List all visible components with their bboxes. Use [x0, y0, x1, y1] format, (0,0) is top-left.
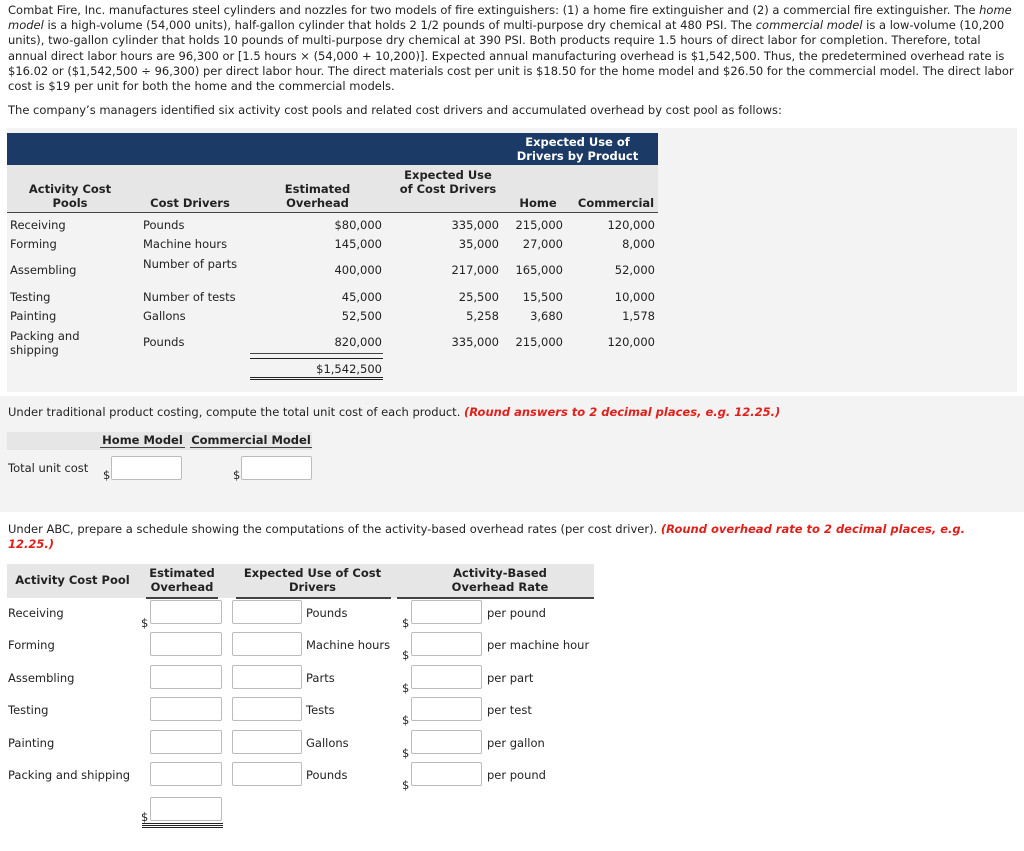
currency-symbol: $ — [402, 713, 410, 728]
driver-label: Gallons — [306, 735, 349, 750]
q1-row-label: Total unit cost — [8, 461, 89, 475]
q1-hint: (Round answers to 2 decimal places, e.g. 12.25.) — [464, 405, 781, 419]
overhead-column-rule — [250, 353, 383, 354]
intro-text-3: is a low-volume (10,200 units), two-gallon cylinder that holds 10 pounds of multi-purpose dry chemical at 390 PSI. Both products require 1.5 hours of direct labor for completion. Therefore, total annual direct labor hours are 96,300 or [1.5 hours × (54,000 + 10,200)]. Expected annual manufacturing overhead is $1,542,500. Thus, the predetermined overhead rate is $16.02 or ($1,542,500 ÷ 96,300) per direct labor hour. The direct materials cost per unit is $18.50 for the home model and $26.50 for the commercial model. The direct labor cost is $19 per unit for both the home and the commercial models. — [8, 18, 1014, 94]
overhead-rate-input[interactable] — [411, 600, 482, 624]
driver-label: Machine hours — [306, 638, 391, 653]
activity-pool-name: Testing — [8, 703, 49, 718]
activity-pool-name: Packing and shipping — [8, 768, 131, 782]
overhead-rate-input[interactable] — [411, 762, 482, 786]
rate-unit-label: per gallon — [487, 735, 545, 750]
estimated-overhead-input[interactable] — [150, 762, 222, 786]
currency-symbol: $ — [402, 680, 410, 695]
currency-symbol: $ — [402, 778, 410, 792]
q2-header-expected: Expected Use of Cost Drivers — [243, 566, 382, 594]
overhead-rate-input[interactable] — [411, 730, 482, 754]
currency-symbol: $ — [402, 648, 410, 663]
commercial-unit-cost-input[interactable] — [241, 456, 312, 480]
home-use: 165,000 — [515, 263, 563, 277]
q2-header-rate: Activity-Based Overhead Rate — [451, 566, 549, 594]
expected-use-input[interactable] — [232, 762, 302, 786]
commercial-use: 1,578 — [622, 309, 655, 323]
header-rule — [7, 212, 658, 213]
overhead-rate-input[interactable] — [411, 697, 482, 721]
header-expected: Expected Use of Cost Drivers — [399, 168, 497, 196]
home-use: 215,000 — [515, 335, 563, 349]
currency-symbol: $ — [141, 810, 149, 824]
currency-symbol: $ — [402, 616, 410, 630]
cost-driver: Pounds — [143, 218, 185, 232]
driver-label: Pounds — [306, 768, 348, 782]
activity-pool-name: Receiving — [8, 606, 64, 620]
q1-col-commercial: Commercial Model — [191, 433, 311, 447]
activity-pool-name: Forming — [8, 638, 55, 653]
expected-use: 35,000 — [458, 237, 499, 251]
driver-label: Tests — [306, 703, 335, 718]
driver-label: Pounds — [306, 606, 348, 620]
header-drivers: Cost Drivers — [150, 196, 230, 210]
q2-header-rule — [236, 597, 391, 599]
commercial-use: 52,000 — [614, 263, 655, 277]
estimated-overhead-input[interactable] — [150, 697, 222, 721]
q2-prompt — [8, 522, 1008, 552]
problem-intro — [8, 3, 1014, 94]
currency-symbol: $ — [103, 468, 111, 482]
group-header: Expected Use of Drivers by Product — [516, 135, 639, 163]
currency-symbol: $ — [141, 616, 149, 630]
activity-pool-name: Assembling — [8, 670, 75, 685]
total-overhead-rule — [142, 823, 223, 828]
home-use: 3,680 — [530, 309, 563, 323]
home-use: 15,500 — [522, 290, 563, 304]
expected-use-input[interactable] — [232, 665, 302, 689]
estimated-overhead: 145,000 — [334, 237, 382, 251]
commercial-use: 10,000 — [614, 290, 655, 304]
estimated-overhead-input[interactable] — [150, 665, 222, 689]
cost-driver: Number of tests — [143, 290, 236, 304]
intro-commercial-model: commercial model — [755, 18, 863, 33]
home-use: 215,000 — [515, 218, 563, 232]
q1-col-home: Home Model — [100, 433, 185, 448]
estimated-overhead-input[interactable] — [150, 730, 222, 754]
expected-use: 335,000 — [451, 335, 499, 349]
intro-text-2: is a high-volume (54,000 units), half-gallon cylinder that holds 2 1/2 pounds of multi-purpose dry chemical at 480 PSI. The — [43, 18, 756, 33]
currency-symbol: $ — [402, 745, 410, 760]
estimated-overhead: 45,000 — [341, 290, 382, 304]
overhead-rate-input[interactable] — [411, 665, 482, 689]
q2-header-overhead: Estimated Overhead — [149, 566, 215, 594]
cost-pool-name: Painting — [10, 309, 57, 323]
rate-unit-label: per machine hour — [487, 638, 590, 653]
divider — [0, 512, 1024, 516]
cost-pool-name: Receiving — [10, 218, 66, 232]
expected-use: 335,000 — [451, 218, 499, 232]
q2-text: Under ABC, prepare a schedule showing the computations of the activity-based overhead rates (per cost driver). — [8, 522, 661, 536]
overhead-rate-input[interactable] — [411, 632, 482, 656]
q1-text: Under traditional product costing, compute the total unit cost of each product. — [8, 405, 465, 419]
expected-use-input[interactable] — [232, 697, 302, 721]
q2-header-pool: Activity Cost Pool — [15, 573, 130, 587]
q2-header-rule — [146, 597, 218, 599]
cost-pool-name: Packing and shipping — [10, 329, 80, 357]
estimated-overhead: 52,500 — [341, 309, 382, 323]
currency-symbol: $ — [233, 468, 241, 482]
rate-unit-label: per part — [487, 670, 534, 685]
header-commercial: Commercial — [577, 196, 655, 210]
intro-home-model: home model — [8, 3, 1012, 33]
rate-unit-label: per pound — [487, 768, 546, 782]
header-overhead: Estimated Overhead — [284, 182, 351, 210]
estimated-overhead: $80,000 — [334, 218, 382, 232]
total-overhead-input[interactable] — [150, 797, 222, 821]
driver-label: Parts — [306, 670, 335, 685]
q1-prompt — [8, 405, 780, 419]
expected-use: 217,000 — [451, 263, 499, 277]
cost-pool-name: Testing — [10, 290, 51, 304]
table-lead: The company’s managers identified six activity cost pools and related cost drivers and accumulated overhead by cost pool as follows: — [8, 103, 782, 117]
cost-driver: Gallons — [143, 309, 186, 323]
estimated-overhead-input[interactable] — [150, 632, 222, 656]
activity-pool-name: Painting — [8, 735, 55, 750]
q2-header-rule — [397, 597, 594, 599]
expected-use-input[interactable] — [232, 600, 302, 624]
estimated-overhead-input[interactable] — [150, 600, 222, 624]
cost-driver: Number of parts — [143, 257, 238, 271]
header-home: Home — [519, 196, 557, 210]
commercial-use: 8,000 — [622, 237, 655, 251]
cost-pool-name: Assembling — [10, 263, 77, 277]
expected-use: 25,500 — [458, 290, 499, 304]
commercial-use: 120,000 — [607, 218, 655, 232]
commercial-use: 120,000 — [607, 335, 655, 349]
home-unit-cost-input[interactable] — [111, 456, 182, 480]
home-use: 27,000 — [522, 237, 563, 251]
cost-driver: Pounds — [143, 335, 185, 349]
rate-unit-label: per pound — [487, 606, 546, 620]
cost-pool-name: Forming — [10, 237, 57, 251]
cost-driver: Machine hours — [143, 237, 228, 251]
expected-use: 5,258 — [466, 309, 499, 323]
expected-use-input[interactable] — [232, 632, 302, 656]
estimated-overhead: 400,000 — [334, 263, 382, 277]
header-pools: Activity Cost Pools — [28, 182, 112, 210]
rate-unit-label: per test — [487, 703, 532, 718]
intro-text-1: Combat Fire, Inc. manufactures steel cylinders and nozzles for two models of fire extinguishers: (1) a home fire extinguisher and (2) a commercial fire extinguisher. The — [8, 3, 980, 17]
q2-hint: (Round overhead rate to 2 decimal places, e.g. 12.25.) — [8, 522, 965, 551]
expected-use-input[interactable] — [232, 730, 302, 754]
estimated-overhead: 820,000 — [334, 335, 382, 349]
overhead-total: $1,542,500 — [316, 362, 382, 376]
